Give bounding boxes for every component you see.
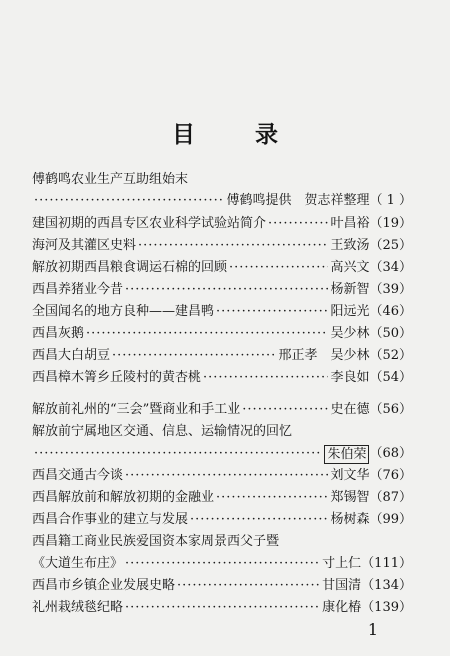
- entry-page: （99）: [369, 512, 412, 527]
- dot-leader: [229, 258, 328, 278]
- entry-page: （68）: [369, 446, 412, 461]
- toc-entry: [32, 280, 412, 300]
- toc-entry: [32, 554, 412, 574]
- page-number: 1: [367, 620, 378, 639]
- toc-entry: [32, 444, 412, 464]
- entry-title: 建国初期的西昌专区农业科学试验站简介: [32, 216, 267, 231]
- dot-leader: [34, 191, 224, 211]
- entry-author: 傅鹤鸣提供 贺志祥整理: [226, 193, 370, 208]
- entry-title: 海河及其灌区史料: [32, 238, 137, 253]
- entry-author: 刘文华: [330, 468, 370, 483]
- entry-author: 寸上仁: [322, 556, 362, 571]
- dot-leader: [112, 346, 276, 366]
- entry-title: 解放前宁属地区交通、信息、运输情况的回忆: [32, 424, 293, 439]
- dot-leader: [86, 324, 328, 344]
- dot-leader: [125, 598, 320, 618]
- entry-author: 邢正孝 吴少林: [278, 348, 370, 363]
- dot-leader: [190, 510, 328, 530]
- dot-leader: [177, 576, 320, 596]
- entry-title: 西昌交通古今谈: [32, 468, 124, 483]
- entry-author: 阳远光: [330, 304, 370, 319]
- dot-leader: [125, 280, 328, 300]
- entry-author: 李良如: [330, 370, 370, 385]
- entry-author: 甘国清: [322, 578, 362, 593]
- entry-title: 礼州栽绒毯纪略: [32, 600, 124, 615]
- entry-title: 西昌灰鹅: [32, 326, 85, 341]
- entry-title: 解放前礼州的“三会”暨商业和手工业: [32, 402, 241, 417]
- toc-entry: [32, 170, 412, 190]
- entry-author: 郑锡智: [330, 490, 370, 505]
- entry-author: 康化椿: [322, 600, 362, 615]
- toc-entry: [32, 191, 412, 211]
- toc-entry: [32, 510, 412, 530]
- toc-entry: [32, 532, 412, 552]
- entry-page: （111）: [361, 556, 412, 571]
- entry-title: 西昌樟木箐乡丘陵村的黄杏桃: [32, 370, 202, 385]
- entry-page: （87）: [369, 490, 412, 505]
- entry-author: 史在德: [330, 402, 370, 417]
- entry-page: （76）: [369, 468, 412, 483]
- toc-entry: [32, 466, 412, 486]
- toc-entry: [32, 368, 412, 388]
- entry-page: （19）: [369, 216, 412, 231]
- entry-title: 傅鹤鸣农业生产互助组始末: [32, 172, 189, 187]
- entry-author: 朱伯荣: [324, 445, 369, 464]
- toc-entry: [32, 400, 412, 420]
- entry-page: （50）: [369, 326, 412, 341]
- toc-entry: [32, 422, 412, 442]
- entry-page: （46）: [369, 304, 412, 319]
- entry-page: （34）: [369, 260, 412, 275]
- entry-title: 西昌籍工商业民族爱国资本家周景西父子暨: [32, 534, 280, 549]
- entry-title: 全国闻名的地方良种——建昌鸭: [32, 304, 215, 319]
- entry-author: 杨新智: [330, 282, 370, 297]
- toc-entry: [32, 302, 412, 322]
- entry-title: 西昌解放前和解放初期的金融业: [32, 490, 215, 505]
- toc-entry: [32, 258, 412, 278]
- dot-leader: [203, 368, 328, 388]
- entry-page: （54）: [369, 370, 412, 385]
- dot-leader: [125, 466, 328, 486]
- entry-page: （25）: [369, 238, 412, 253]
- entry-author: 叶昌裕: [330, 216, 370, 231]
- entry-page: （139）: [361, 600, 412, 615]
- dot-leader: [242, 400, 328, 420]
- dot-leader: [34, 444, 322, 464]
- entry-author: 高兴文: [330, 260, 370, 275]
- entry-title: 西昌养猪业今昔: [32, 282, 124, 297]
- entry-page: （134）: [361, 578, 412, 593]
- dot-leader: [268, 214, 328, 234]
- toc-entry: [32, 346, 412, 366]
- entry-title: 《大道生布庄》: [32, 556, 124, 571]
- entry-page: （39）: [369, 282, 412, 297]
- entry-page: （56）: [369, 402, 412, 417]
- entry-title: 解放初期西昌粮食调运石棉的回顾: [32, 260, 228, 275]
- entry-page: （ 1 ）: [369, 193, 412, 208]
- toc-entry: [32, 598, 412, 618]
- toc-entry: [32, 236, 412, 256]
- toc-entry: [32, 576, 412, 596]
- dot-leader: [125, 554, 320, 574]
- entry-title: 西昌合作事业的建立与发展: [32, 512, 189, 527]
- entry-author: 王致汤: [330, 238, 370, 253]
- entry-title: 西昌市乡镇企业发展史略: [32, 578, 176, 593]
- toc-entry: [32, 488, 412, 508]
- dot-leader: [138, 236, 328, 256]
- page-title: 目 录: [171, 121, 304, 148]
- toc-entry: [32, 214, 412, 234]
- entry-author: 杨树森: [330, 512, 370, 527]
- entry-page: （52）: [369, 348, 412, 363]
- dot-leader: [216, 302, 328, 322]
- dot-leader: [216, 488, 328, 508]
- toc-entry: [32, 324, 412, 344]
- entry-author: 吴少林: [330, 326, 370, 341]
- entry-title: 西昌大白胡豆: [32, 348, 111, 363]
